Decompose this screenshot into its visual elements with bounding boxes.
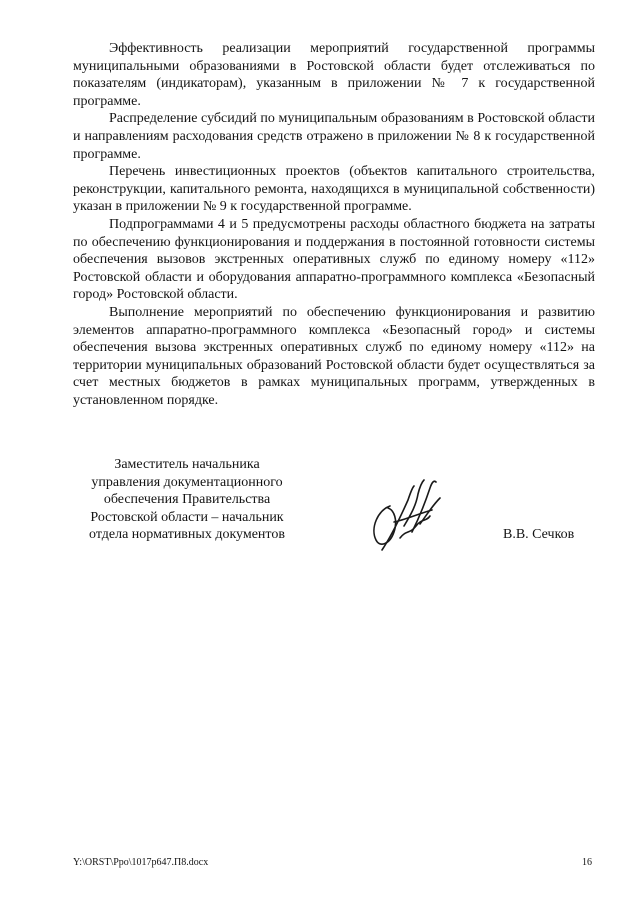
paragraph-investment-projects: Перечень инвестиционных проектов (объектов капитального строительства, реконструкции, капитального ремонта, находящихся в муниципальной собственности) указан в приложении № 9 к государственной программе.	[73, 164, 595, 215]
signatory-title	[62, 456, 312, 544]
signatory-title-line: управления документационного	[91, 474, 283, 490]
paragraph-subsidies: Распределение субсидий по муниципальным образованиям в Ростовской области и направлениям расходования средств отражено в приложении № 8 к государственной программе.	[73, 111, 595, 162]
handwritten-signature	[360, 476, 450, 556]
paragraph-indicators: Эффективность реализации мероприятий государственной программы муниципальными образованиями в Ростовской области будет отслеживаться по показателям (индикаторам), указанным в приложении № 7 к государственной программе.	[73, 41, 595, 109]
page-number: 16	[582, 857, 592, 868]
paragraph-safe-city-implementation: Выполнение мероприятий по обеспечению функционирования и развитию элементов аппаратно-программного комплекса «Безопасный город» и системы обеспечения вызова экстренных оперативных служб по единому номеру «112» на территории муниципальных образований Ростовской области будет осуществляться за счет местных бюджетов в рамках муниципальных программ, утвержденных в установленном порядке.	[73, 304, 595, 408]
paragraph-subprograms-budget: Подпрограммами 4 и 5 предусмотрены расходы областного бюджета на затраты по обеспечению функционирования и поддержания в постоянной готовности системы обеспечения вызовов экстренных оперативных служб по единому номеру «112» Ростовской области и оборудования аппаратно-программного комплекса «Безопасный город» Ростовской области.	[73, 216, 595, 303]
signatory-title-line: отдела нормативных документов	[89, 527, 285, 543]
signatory-title-line: Заместитель начальника	[114, 457, 260, 472]
document-body	[73, 40, 595, 409]
signer-name: В.В. Сечков	[503, 527, 575, 542]
signatory-title-line: Ростовской области – начальник	[90, 509, 284, 525]
signatory-title-line: обеспечения Правительства	[103, 492, 271, 508]
footer-file-path: Y:\ORST\Ppo\1017p647.П8.docx	[73, 857, 209, 868]
